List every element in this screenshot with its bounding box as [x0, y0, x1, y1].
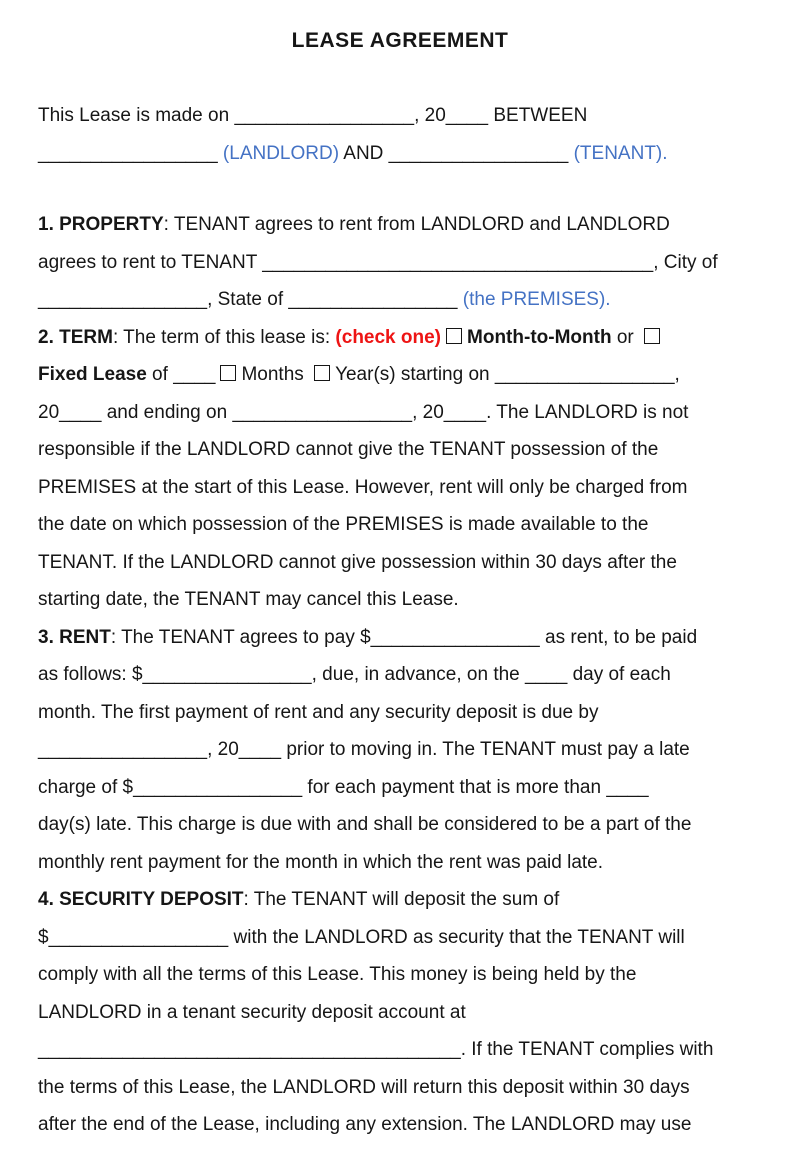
text-run: , 20 — [412, 401, 444, 423]
text-run: , 20 — [414, 105, 446, 126]
document-line — [38, 431, 762, 469]
text-run: (check one) — [335, 326, 442, 348]
text-run: AND — [339, 142, 389, 164]
document-line — [38, 619, 762, 657]
document-line — [38, 356, 762, 394]
text-run: or — [611, 326, 640, 348]
text-run: 1. PROPERTY — [38, 214, 164, 235]
section-3-rent — [38, 619, 762, 882]
fill-in-blank[interactable]: ________________________________________ — [38, 1039, 461, 1060]
checkbox-icon[interactable] — [446, 328, 462, 344]
fill-in-blank[interactable]: ____ — [173, 364, 216, 385]
text-run: : The TENANT will deposit the sum of — [243, 889, 560, 910]
text-run: This Lease is made on — [38, 105, 235, 126]
document-line — [38, 1106, 762, 1144]
text-run: 3. RENT — [38, 626, 111, 648]
text-run: LANDLORD in a tenant security deposit account at — [38, 1001, 466, 1023]
document-line — [38, 581, 762, 619]
text-run: as follows: $ — [38, 664, 143, 685]
fill-in-blank[interactable]: _________________ — [48, 926, 229, 948]
text-run: $ — [38, 926, 49, 948]
text-run: Year(s) starting on — [335, 364, 495, 385]
fill-in-blank[interactable]: ________________ — [133, 776, 303, 798]
text-run: BETWEEN — [488, 105, 588, 126]
text-run: as rent, to be paid — [539, 626, 698, 648]
fill-in-blank[interactable]: ____ — [59, 401, 102, 423]
fill-in-blank[interactable]: ____ — [445, 105, 489, 126]
text-run: 20 — [38, 401, 60, 423]
text-run: of — [146, 364, 174, 385]
text-run: TENANT. If the LANDLORD cannot give possession within 30 days after the — [38, 551, 677, 573]
text-run: , State of — [207, 289, 289, 310]
text-run: , — [674, 364, 680, 385]
section-2-term — [38, 319, 762, 619]
text-run: 2. TERM — [38, 326, 113, 348]
fill-in-blank[interactable]: ________________ — [288, 289, 458, 310]
document-line — [38, 319, 762, 357]
text-run: (TENANT). — [573, 142, 668, 164]
document-line — [38, 244, 762, 282]
text-run: Month-to-Month — [467, 326, 612, 348]
fill-in-blank[interactable]: _________________ — [234, 105, 415, 126]
text-run: with the LANDLORD as security that the TENANT will — [228, 926, 685, 948]
checkbox-icon[interactable] — [220, 365, 236, 381]
text-run: starting date, the TENANT may cancel this Lease. — [38, 589, 459, 610]
text-run: : The TENANT agrees to pay $ — [110, 626, 371, 648]
fill-in-blank[interactable]: ____ — [238, 739, 282, 760]
fill-in-blank[interactable]: ________________ — [142, 664, 312, 685]
text-run: (the PREMISES). — [462, 289, 611, 310]
text-run: the terms of this Lease, the LANDLORD will return this deposit within 30 days — [38, 1076, 690, 1098]
document-line — [38, 694, 762, 732]
document-title: LEASE AGREEMENT — [291, 29, 509, 52]
fill-in-blank[interactable]: _________________ — [232, 401, 413, 423]
checkbox-icon[interactable] — [314, 365, 330, 381]
fill-in-blank[interactable]: ____ — [606, 776, 649, 798]
text-run: , 20 — [207, 739, 239, 760]
text-run: charge of $ — [38, 776, 134, 798]
document-line — [38, 281, 762, 319]
text-run: comply with all the terms of this Lease. This money is being held by the — [38, 964, 637, 985]
text-run: Months — [241, 364, 310, 385]
document-line — [38, 994, 762, 1032]
text-run: : TENANT agrees to rent from LANDLORD and LANDLORD — [163, 214, 670, 235]
document-line — [38, 806, 762, 844]
fill-in-blank[interactable]: ________________ — [38, 289, 208, 310]
text-run: for each payment that is more than — [302, 776, 607, 798]
section-4-security-deposit — [38, 881, 762, 1144]
text-run: responsible if the LANDLORD cannot give the TENANT possession of the — [38, 439, 659, 460]
fill-in-blank[interactable]: _________________ — [494, 364, 675, 385]
text-run: , City of — [653, 251, 718, 273]
text-run: , due, in advance, on the — [311, 664, 526, 685]
fill-in-blank[interactable]: _________________ — [388, 142, 569, 164]
text-run: Fixed Lease — [38, 364, 147, 385]
intro-paragraph — [38, 97, 762, 172]
document-line — [38, 1031, 762, 1069]
text-run: . If the TENANT complies with — [460, 1039, 714, 1060]
fill-in-blank[interactable]: ____ — [443, 401, 487, 423]
text-run: the date on which possession of the PREMISES is made available to the — [38, 514, 649, 535]
document-line — [38, 881, 762, 919]
checkbox-icon[interactable] — [644, 328, 660, 344]
document-line — [38, 135, 762, 173]
fill-in-blank[interactable]: ____ — [525, 664, 568, 685]
text-run: after the end of the Lease, including any extension. The LANDLORD may use — [38, 1114, 692, 1135]
text-run: month. The first payment of rent and any security deposit is due by — [38, 701, 599, 723]
document-line — [38, 544, 762, 582]
text-run: day of each — [567, 664, 671, 685]
document-line — [38, 394, 762, 432]
text-run: agrees to rent to TENANT — [38, 251, 263, 273]
text-run: day(s) late. This charge is due with and shall be considered to be a part of the — [38, 814, 692, 835]
fill-in-blank[interactable]: ________________ — [370, 626, 540, 648]
document-line — [38, 506, 762, 544]
document-line — [38, 844, 762, 882]
document-line — [38, 769, 762, 807]
document-line — [38, 731, 762, 769]
text-run: monthly rent payment for the month in which the rent was paid late. — [38, 851, 604, 873]
section-1-property — [38, 206, 762, 319]
document-line — [38, 956, 762, 994]
document-line — [38, 206, 762, 244]
fill-in-blank[interactable]: _____________________________________ — [262, 251, 654, 273]
text-run: 4. SECURITY DEPOSIT — [38, 889, 244, 910]
text-run: . The LANDLORD is not — [486, 401, 689, 423]
text-run: prior to moving in. The TENANT must pay a late — [281, 739, 690, 760]
document-line — [38, 919, 762, 957]
fill-in-blank[interactable]: _________________ — [38, 142, 218, 164]
document-line — [38, 1069, 762, 1107]
fill-in-blank[interactable]: ________________ — [38, 739, 208, 760]
text-run: and ending on — [101, 401, 233, 423]
text-run: PREMISES at the start of this Lease. However, rent will only be charged from — [38, 476, 688, 498]
document-line — [38, 469, 762, 507]
document-line — [38, 97, 762, 135]
document-line — [38, 656, 762, 694]
document-body — [38, 97, 762, 1144]
text-run: : The term of this lease is: — [112, 326, 336, 348]
text-run: (LANDLORD) — [222, 142, 340, 164]
